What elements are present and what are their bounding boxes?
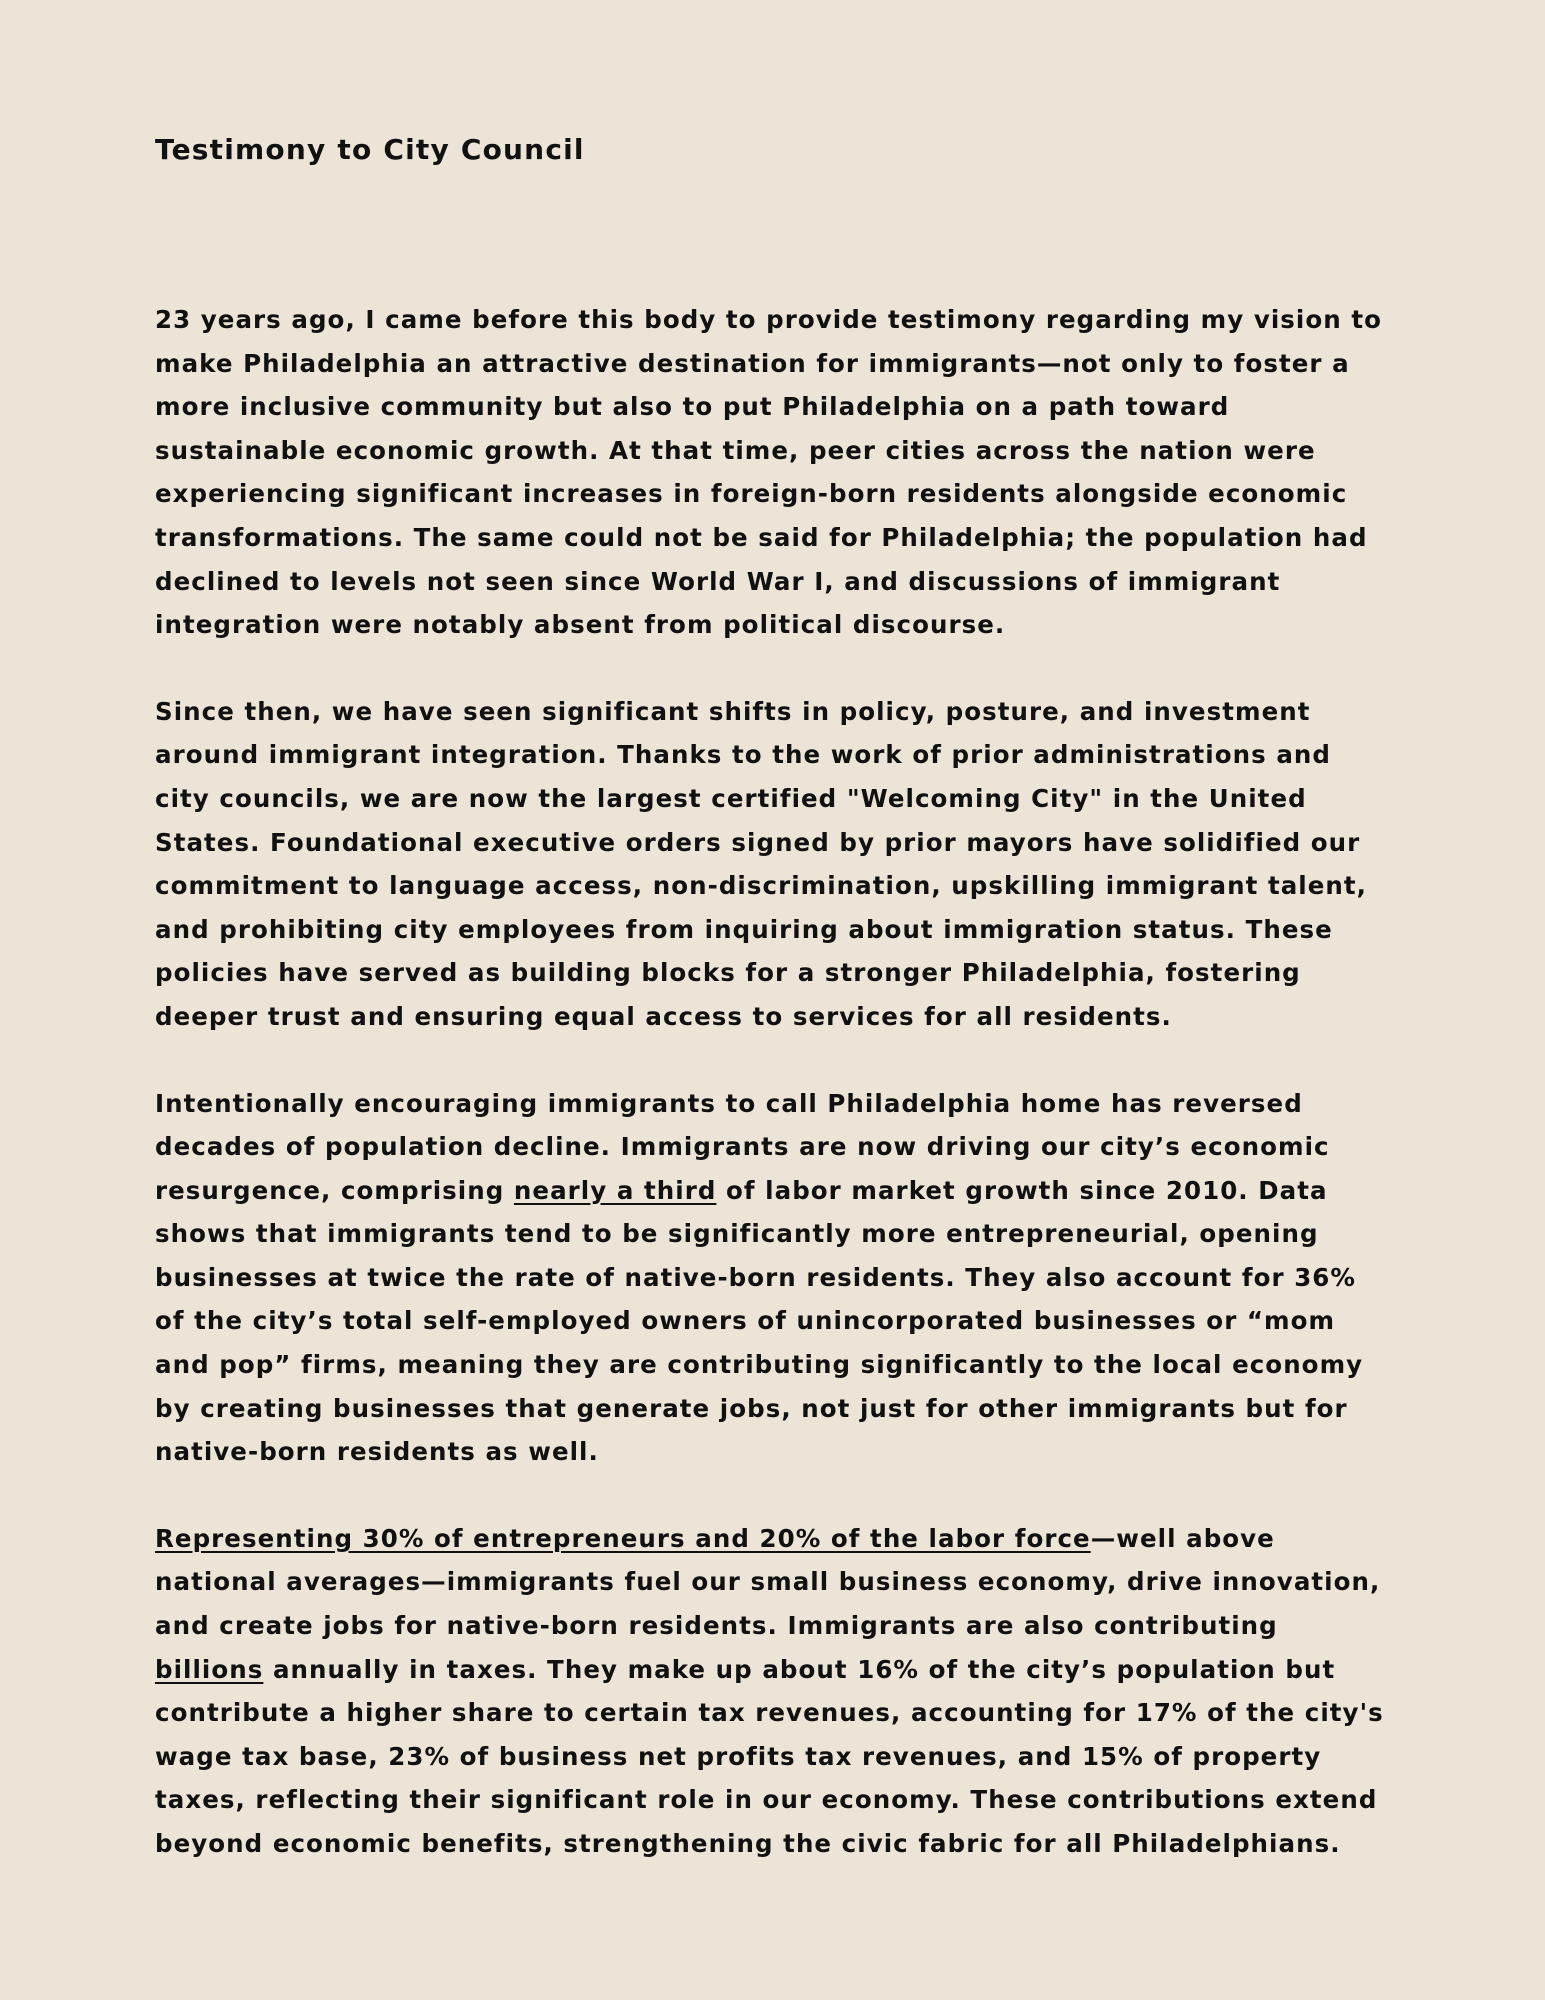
paragraph-3-text-before-link: Intentionally encouraging immigrants to call Philadelphia home has reversed decades of population decline. Immigrants are now driving our city’s economic resurgence, comprising <box>155 1088 1330 1205</box>
paragraph-3-text-after-link: of labor market growth since 2010. Data shows that immigrants tend to be significantly more entrepreneurial, opening businesses at twice the rate of native-born residents. They also account for 36% of the city’s total self-employed owners of unincorporated businesses or “mom and pop” firms, meaning they are contributing significantly to the local economy by creating businesses that generate jobs, not just for other immigrants but for native-born residents as well. <box>155 1175 1364 1467</box>
entrepreneurs-labor-force-link[interactable]: Representing 30% of entrepreneurs and 20% of the labor force <box>155 1523 1091 1553</box>
paragraph-4-text-after-second-link: annually in taxes. They make up about 16% of the city’s population but contribute a higher share to certain tax revenues, accounting for 17% of the city's wage tax base, 23% of business net profits tax revenues, and 15% of property taxes, reflecting their significant role in our economy. These contributions extend beyond economic benefits, strengthening the civic fabric for all Philadelphians. <box>155 1654 1384 1858</box>
testimony-body <box>155 298 1395 1866</box>
billions-link[interactable]: billions <box>155 1654 264 1684</box>
paragraph-2: Since then, we have seen significant shifts in policy, posture, and investment around immigrant integration. Thanks to the work of prior administrations and city councils, we are now the largest certified "Welcoming City" in the United States. Foundational executive orders signed by prior mayors have solidified our commitment to language access, non-discrimination, upskilling immigrant talent, and prohibiting city employees from inquiring about immigration status. These policies have served as building blocks for a stronger Philadelphia, fostering deeper trust and ensuring equal access to services for all residents. <box>155 696 1368 1031</box>
paragraph-4 <box>155 1517 1395 1866</box>
document-content <box>155 126 1395 1909</box>
paragraph-1: 23 years ago, I came before this body to provide testimony regarding my vision to make Philadelphia an attractive destination for immigrants—not only to foster a more inclusive community but also to put Philadelphia on a path toward sustainable economic growth. At that time, peer cities across the nation were experiencing significant increases in foreign-born residents alongside economic transformations. The same could not be said for Philadelphia; the population had declined to levels not seen since World War I, and discussions of immigrant integration were notably absent from political discourse. <box>155 305 1382 640</box>
document-title: Testimony to City Council <box>155 133 585 166</box>
paragraph-3 <box>155 1082 1395 1474</box>
nearly-a-third-link[interactable]: nearly a third <box>513 1175 717 1205</box>
paragraph-4-text-after-first-link: —well above national averages—immigrants fuel our small business economy, drive innovation, and create jobs for native-born residents. Immigrants are also contributing <box>155 1523 1381 1641</box>
